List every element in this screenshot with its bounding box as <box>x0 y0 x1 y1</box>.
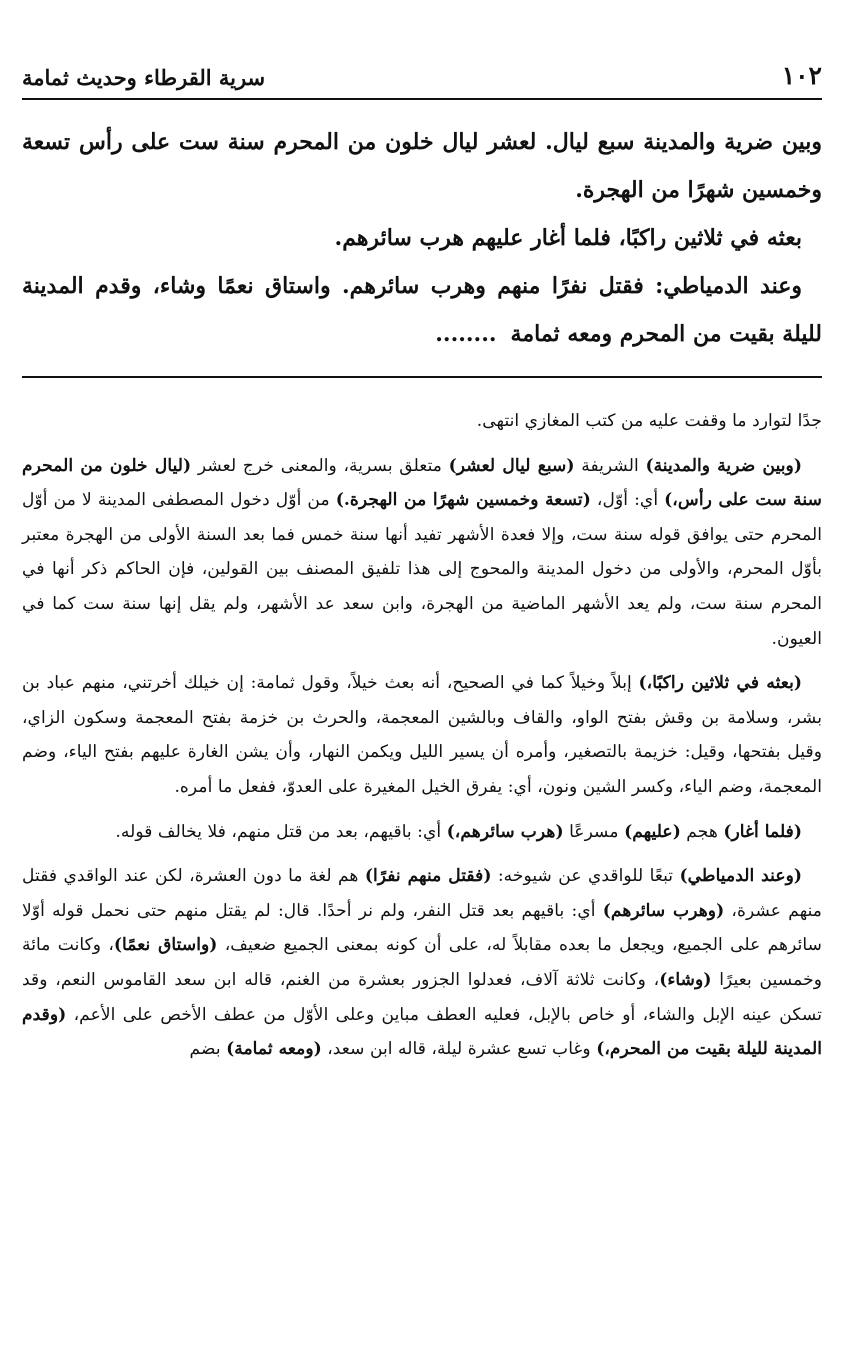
commentary <box>22 404 822 1067</box>
commentary-text: هجم <box>680 821 724 842</box>
commentary-paragraph <box>22 859 822 1067</box>
page-number: ١٠٢ <box>781 61 822 90</box>
commentary-text: هم لغة ما دون العشرة، لكن عند الواقدي فقتل منهم عشرة، <box>22 866 823 921</box>
commentary-text: إبلاً وخيلاً كما في الصحيح، أنه بعث خيلاً، وقول ثمامة: إن خيلك أخرتني، منهم عباد بن بشر، وسلامة بن وقش بفتح الواو، والقاف وبالشين المعجمة، والحرث بن خزمة بفتح المعجمة وسكون الزاي، وقيل بفتحها، وقيل: خزيمة بالتصغير، وأمره أن يسير الليل ويكمن النهار، وأن يشن الغارة عليهم بفتح الياء، وضم المعجمة، وضم الياء، وكسر الشين ونون، أي: يفرق الخيل المغيرة على العدوّ، ففعل ما أمره. <box>22 673 822 797</box>
quoted-phrase: (ومعه ثمامة) <box>226 1039 322 1060</box>
quoted-phrase: (فلما أغار) <box>723 821 802 842</box>
quoted-phrase: (وبين ضرية والمدينة) <box>645 455 802 476</box>
commentary-text: ، وكانت ثلاثة آلاف، فعدلوا الجزور بعشرة من الغنم، قاله ابن سعد القاموس النعم، وقد تسكن عينه الإبل والشاء، أو خاص بالإبل، فعليه العطف مباين وعلى الأوّل من عطف الأخص على الأعم، <box>22 969 822 1025</box>
quoted-phrase: (وعند الدمياطي) <box>679 866 803 887</box>
page-header <box>22 48 822 88</box>
commentary-paragraph <box>22 815 822 850</box>
main-text-content: وعند الدمياطي: فقتل نفرًا منهم وهرب سائرهم. واستاق نعمًا وشاء، وقدم المدينة لليلة بقيت من المحرم ومعه ثمامة <box>22 273 822 347</box>
commentary-text: أي: باقيهم بعد قتل النفر، ولم نر أحدًا. قال: لم يقتل منهم حتى نحمل قوله أوّلا سائرهم على الجميع، ويجعل ما بعده مقابلاً له، على أن كونه بمعنى الجميع ضعيف، <box>22 900 823 956</box>
quoted-phrase: (وهرب سائرهم) <box>602 900 725 921</box>
quoted-phrase: (تسعة وخمسين شهرًا من الهجرة.) <box>335 490 591 511</box>
quoted-phrase: (بعثه في ثلاثين راكبًا،) <box>638 673 802 694</box>
commentary-paragraph <box>22 666 822 804</box>
commentary-text: ، وكانت مائة وخمسين بعيرًا <box>22 935 822 990</box>
main-text-paragraph: وبين ضرية والمدينة سبع ليال. لعشر ليال خلون من المحرم سنة ست على رأس تسعة وخمسين شهرًا من الهجرة. <box>22 129 822 203</box>
main-text <box>22 118 822 358</box>
commentary-text: تبعًا للواقدي عن شيوخه: <box>491 866 680 887</box>
section-divider <box>22 376 822 378</box>
commentary-text: الشريفة <box>574 455 646 476</box>
commentary-text: وغاب تسع عشرة ليلة، قاله ابن سعد، <box>321 1039 597 1060</box>
quoted-phrase: (سبع ليال لعشر) <box>448 455 575 476</box>
quoted-phrase: (واستاق نعمًا) <box>113 935 218 956</box>
commentary-text: أي: أوّل، <box>590 490 665 511</box>
quoted-phrase: (وشاء) <box>659 969 712 990</box>
commentary-text: متعلق بسرية، والمعنى خرج لعشر <box>191 455 449 476</box>
commentary-text: مسرعًا <box>563 821 625 842</box>
commentary-text: أي: باقيهم، بعد من قتل منهم، فلا يخالف قوله. <box>115 821 447 842</box>
commentary-paragraph <box>22 449 822 657</box>
main-text-paragraph <box>22 262 822 358</box>
commentary-paragraph: جدًا لتوارد ما وقفت عليه من كتب المغازي انتهى. <box>476 411 822 431</box>
commentary-text: من أوّل دخول المصطفى المدينة لا من أوّل المحرم حتى يوافق قوله سنة ست، وإلا فعدة الأشهر تفيد أنها سنة خمس فما بعد السنة الأولى من الهجرة معتبر بأوّل المحرم، والأولى من دخول المدينة والمحوج إلى هذا تلفيق المصنف بين القولين، فإن الحاكم ذكر أنها في المحرم سنة ست، ولم يعد الأشهر الماضية من الهجرة، وابن سعد عد الأشهر، ولم يقل إنها سنة ست كما في العيون. <box>22 490 822 649</box>
ellipsis-dots: ........ <box>435 321 497 347</box>
main-text-paragraph: بعثه في ثلاثين راكبًا، فلما أغار عليهم هرب سائرهم. <box>334 225 802 251</box>
quoted-phrase: (فقتل منهم نفرًا) <box>364 866 492 887</box>
quoted-phrase: (وقدم المدينة لليلة بقيت من المحرم،) <box>22 1004 822 1060</box>
quoted-phrase: (هرب سائرهم،) <box>446 821 564 842</box>
commentary-text: بضم <box>189 1039 227 1060</box>
header-rule <box>22 98 822 100</box>
quoted-phrase: (عليهم) <box>624 821 681 842</box>
quoted-phrase: (ليال خلون من المحرم سنة ست على رأس،) <box>22 455 822 511</box>
running-title: سرية القرطاء وحديث ثمامة <box>22 65 266 90</box>
